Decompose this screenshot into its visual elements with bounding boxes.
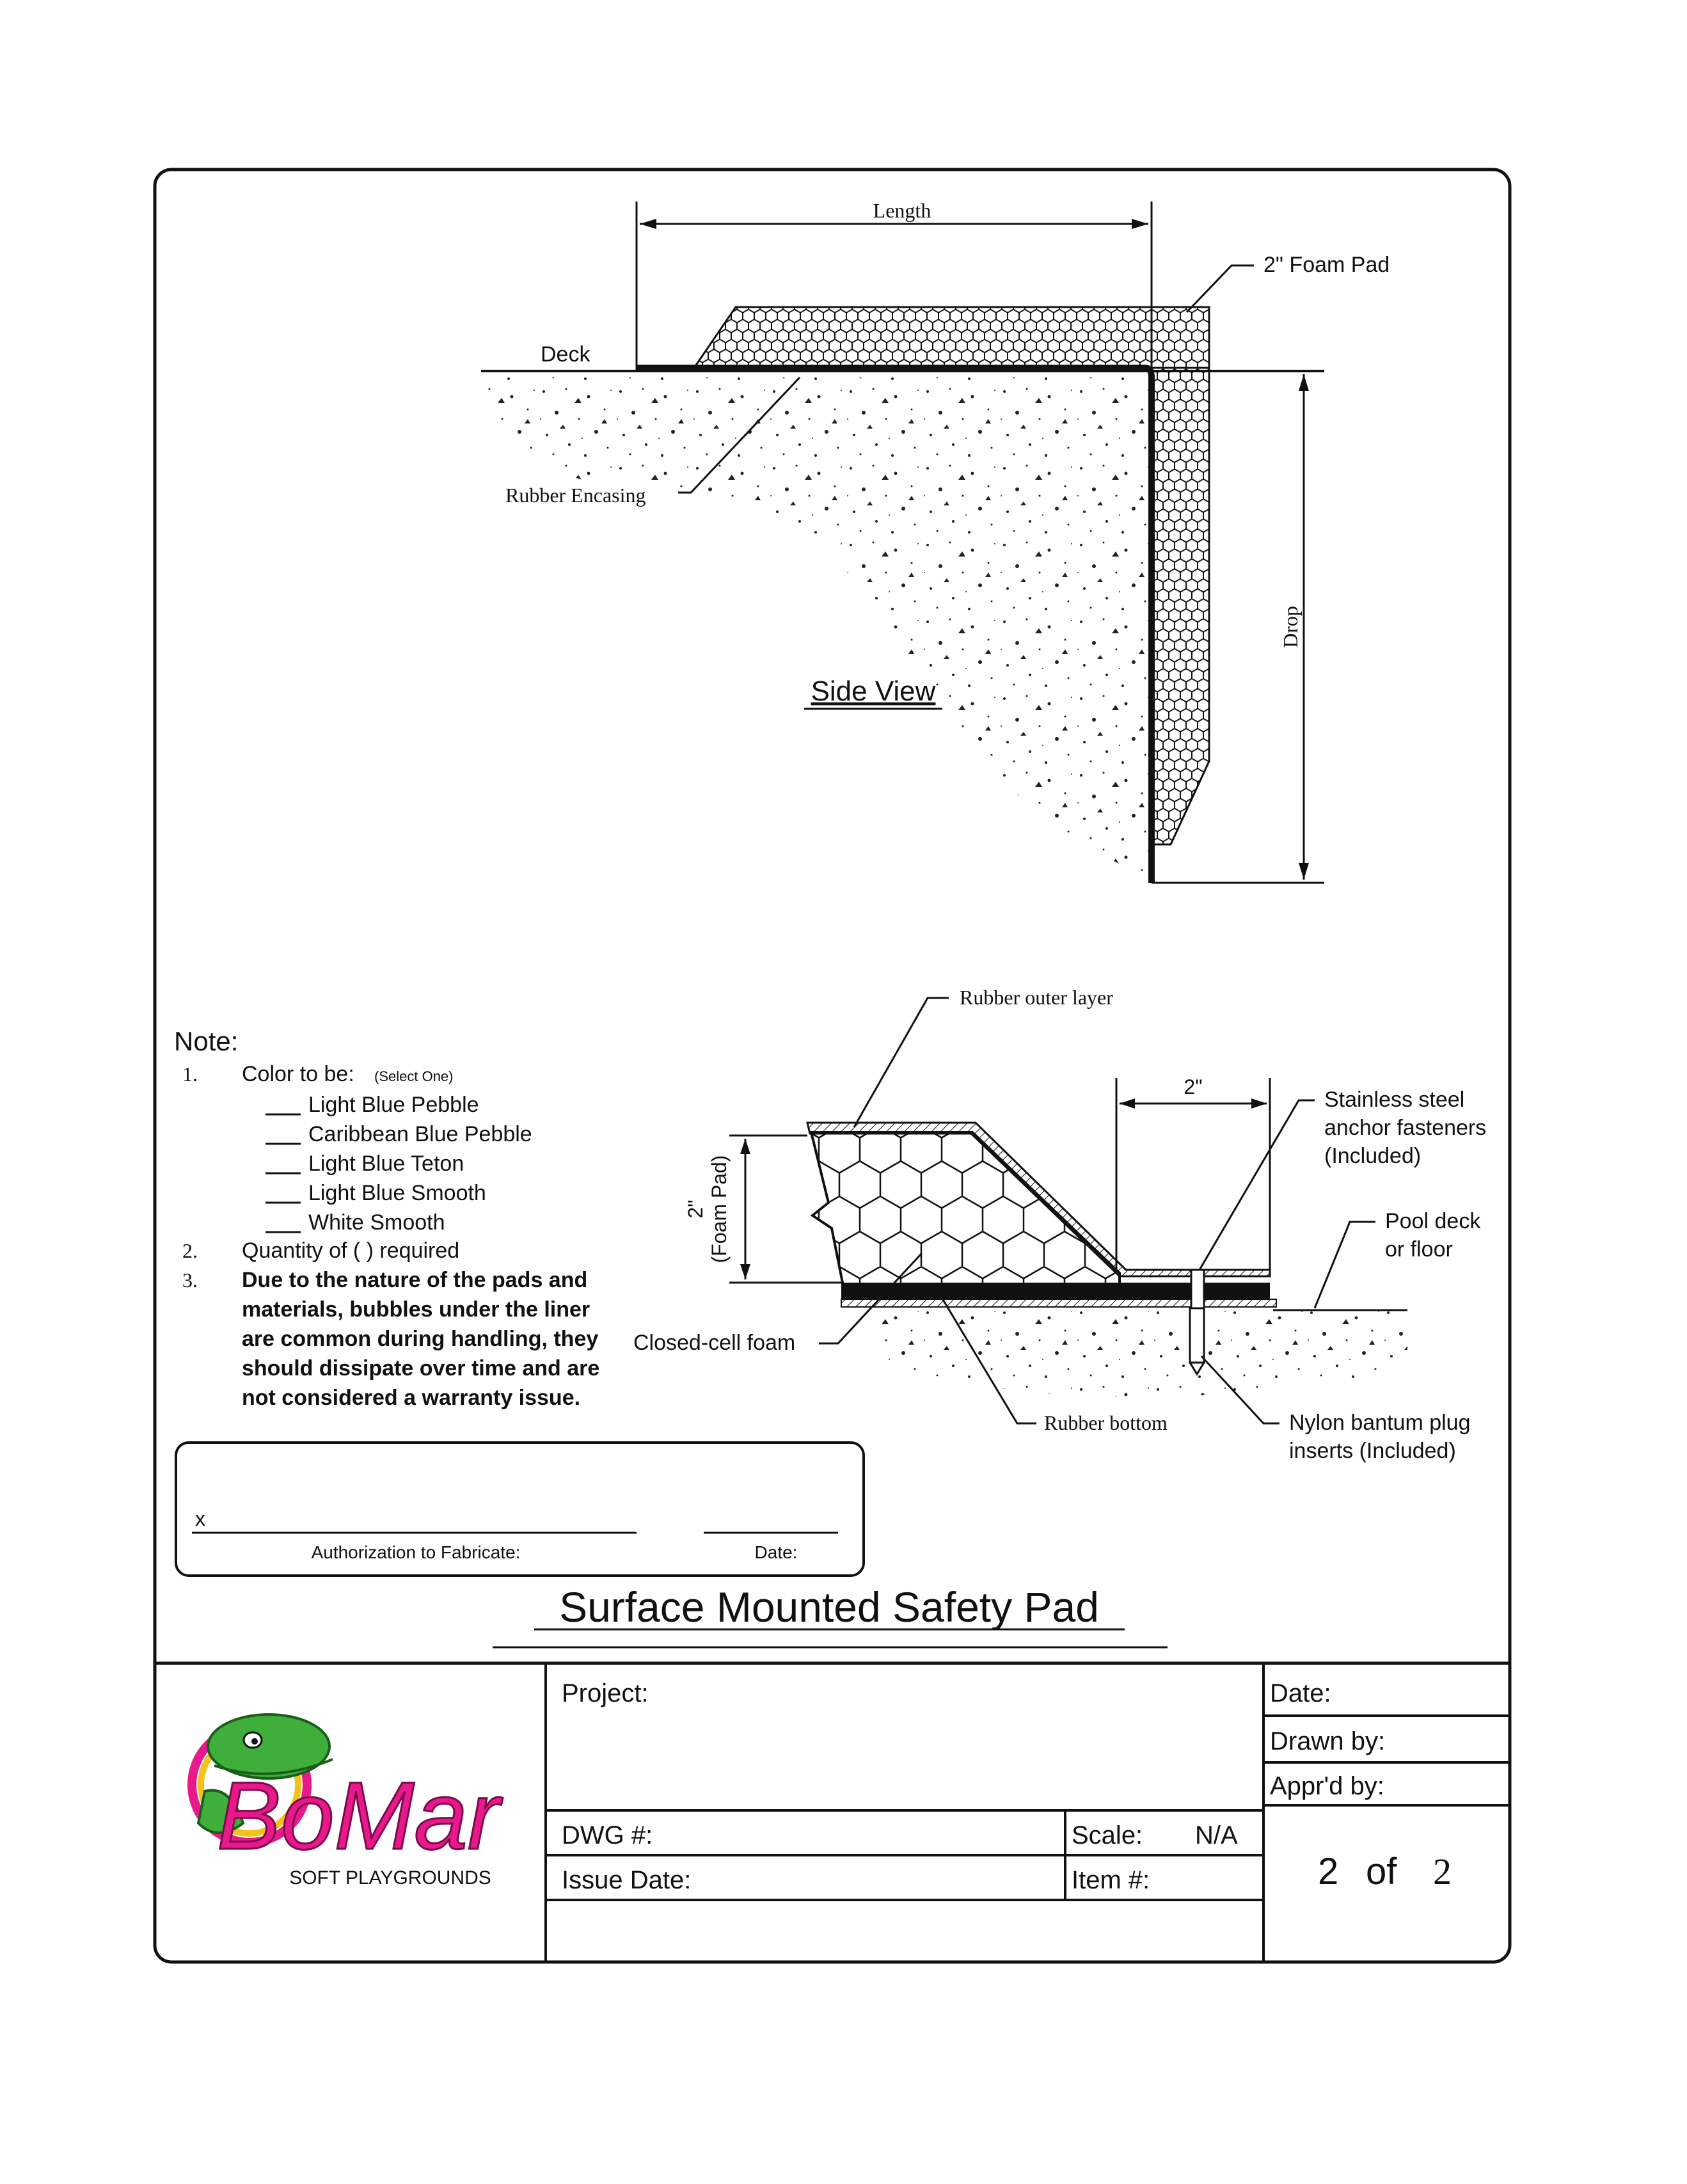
note-3-line-2: materials, bubbles under the liner (242, 1297, 590, 1322)
outer-layer-leader (854, 998, 949, 1127)
notes-block (174, 1026, 599, 1410)
length-arrow-right (1132, 219, 1148, 229)
dwg-label: DWG #: (562, 1821, 653, 1849)
note-3-number: 3. (182, 1269, 198, 1292)
sheet-total: 2 (1433, 1851, 1452, 1892)
project-label: Project: (562, 1679, 649, 1707)
authorization-box (176, 1443, 864, 1576)
bomar-logo (192, 1714, 503, 1888)
deck-concrete-fill (486, 377, 1148, 876)
deck-label: Deck (541, 342, 590, 367)
date-label: Date: (1270, 1679, 1331, 1707)
height-arrow-top (740, 1139, 750, 1154)
logo-gator-pupil (251, 1738, 258, 1745)
note-1-select: (Select One) (374, 1068, 454, 1084)
drop-arrow-bottom (1299, 863, 1309, 880)
rubber-outer-layer-label: Rubber outer layer (960, 986, 1113, 1009)
rubber-encasing-label: Rubber Encasing (505, 484, 646, 507)
note-3-line-3: are common during handling, they (242, 1327, 599, 1351)
sheet-of: of (1366, 1851, 1397, 1892)
apprd-by-label: Appr'd by: (1270, 1772, 1384, 1800)
pool-deck-label-1: Pool deck (1385, 1209, 1481, 1233)
stainless-label-3: (Included) (1324, 1144, 1422, 1168)
foam-pad-label: 2" Foam Pad (1263, 253, 1390, 277)
note-3-line-4: should dissipate over time and are (242, 1356, 600, 1381)
drop-label: Drop (1279, 606, 1302, 648)
width-arrow-left (1120, 1098, 1135, 1109)
note-2-number: 2. (182, 1239, 198, 1262)
signature-x-mark: x (195, 1507, 205, 1530)
rubber-bottom-label: Rubber bottom (1044, 1411, 1168, 1434)
stainless-label-1: Stainless steel (1324, 1088, 1465, 1112)
color-option-2: Caribbean Blue Pebble (308, 1122, 532, 1146)
width-label: 2" (1184, 1075, 1203, 1098)
drawing-title: Surface Mounted Safety Pad (559, 1583, 1099, 1631)
cross-section-diagram (633, 986, 1486, 1463)
length-label: Length (873, 199, 931, 222)
foam-pad-top (694, 307, 1209, 368)
notes-heading: Note: (174, 1026, 239, 1056)
color-option-1: Light Blue Pebble (308, 1093, 479, 1117)
logo-text: BoMar (217, 1762, 500, 1869)
note-1-label: Color to be: (242, 1062, 354, 1086)
authorization-date-label: Date: (754, 1542, 798, 1562)
sheet-number: 2 (1318, 1851, 1339, 1892)
color-option-3: Light Blue Teton (308, 1151, 464, 1176)
length-arrow-left (640, 219, 656, 229)
rubber-bottom (841, 1283, 1270, 1299)
height-arrow-bottom (740, 1264, 750, 1279)
note-1-number: 1. (182, 1063, 198, 1086)
note-2-text: Quantity of ( ) required (242, 1238, 460, 1263)
nylon-label-2: inserts (Included) (1289, 1439, 1456, 1463)
foam-pad-drop (1152, 368, 1209, 844)
side-view-diagram (481, 199, 1390, 883)
color-option-4: Light Blue Smooth (308, 1181, 486, 1205)
pool-deck-label-2: or floor (1385, 1237, 1453, 1262)
height-label-2: (Foam Pad) (708, 1155, 731, 1263)
side-view-title: Side View (811, 676, 936, 707)
color-option-5: White Smooth (308, 1210, 445, 1235)
rubber-bottom-lip (841, 1299, 1276, 1307)
closed-cell-foam-block (811, 1132, 1120, 1286)
nylon-label-1: Nylon bantum plug (1289, 1411, 1471, 1435)
stainless-label-2: anchor fasteners (1324, 1116, 1487, 1140)
nylon-plug (1190, 1308, 1204, 1363)
scale-value: N/A (1195, 1821, 1238, 1849)
scale-label: Scale: (1072, 1821, 1143, 1849)
closed-cell-label: Closed-cell foam (633, 1331, 796, 1355)
note-3-line-5: not considered a warranty issue. (242, 1386, 581, 1410)
width-arrow-right (1251, 1098, 1267, 1109)
authorization-label: Authorization to Fabricate: (311, 1542, 521, 1562)
height-label-1: 2" (684, 1199, 707, 1219)
ground-fill (857, 1311, 1407, 1397)
anchor-fastener (1191, 1270, 1204, 1308)
pool-deck-leader (1315, 1222, 1375, 1308)
drawn-by-label: Drawn by: (1270, 1727, 1386, 1755)
note-3-line-1: Due to the nature of the pads and (242, 1268, 588, 1292)
foam-pad-leader (1187, 265, 1254, 312)
drop-arrow-top (1299, 374, 1309, 391)
stainless-leader (1200, 1100, 1315, 1270)
item-label: Item #: (1072, 1866, 1150, 1894)
title-block (155, 1663, 1510, 1962)
logo-subtext: SOFT PLAYGROUNDS (289, 1867, 491, 1888)
issue-date-label: Issue Date: (562, 1866, 692, 1894)
